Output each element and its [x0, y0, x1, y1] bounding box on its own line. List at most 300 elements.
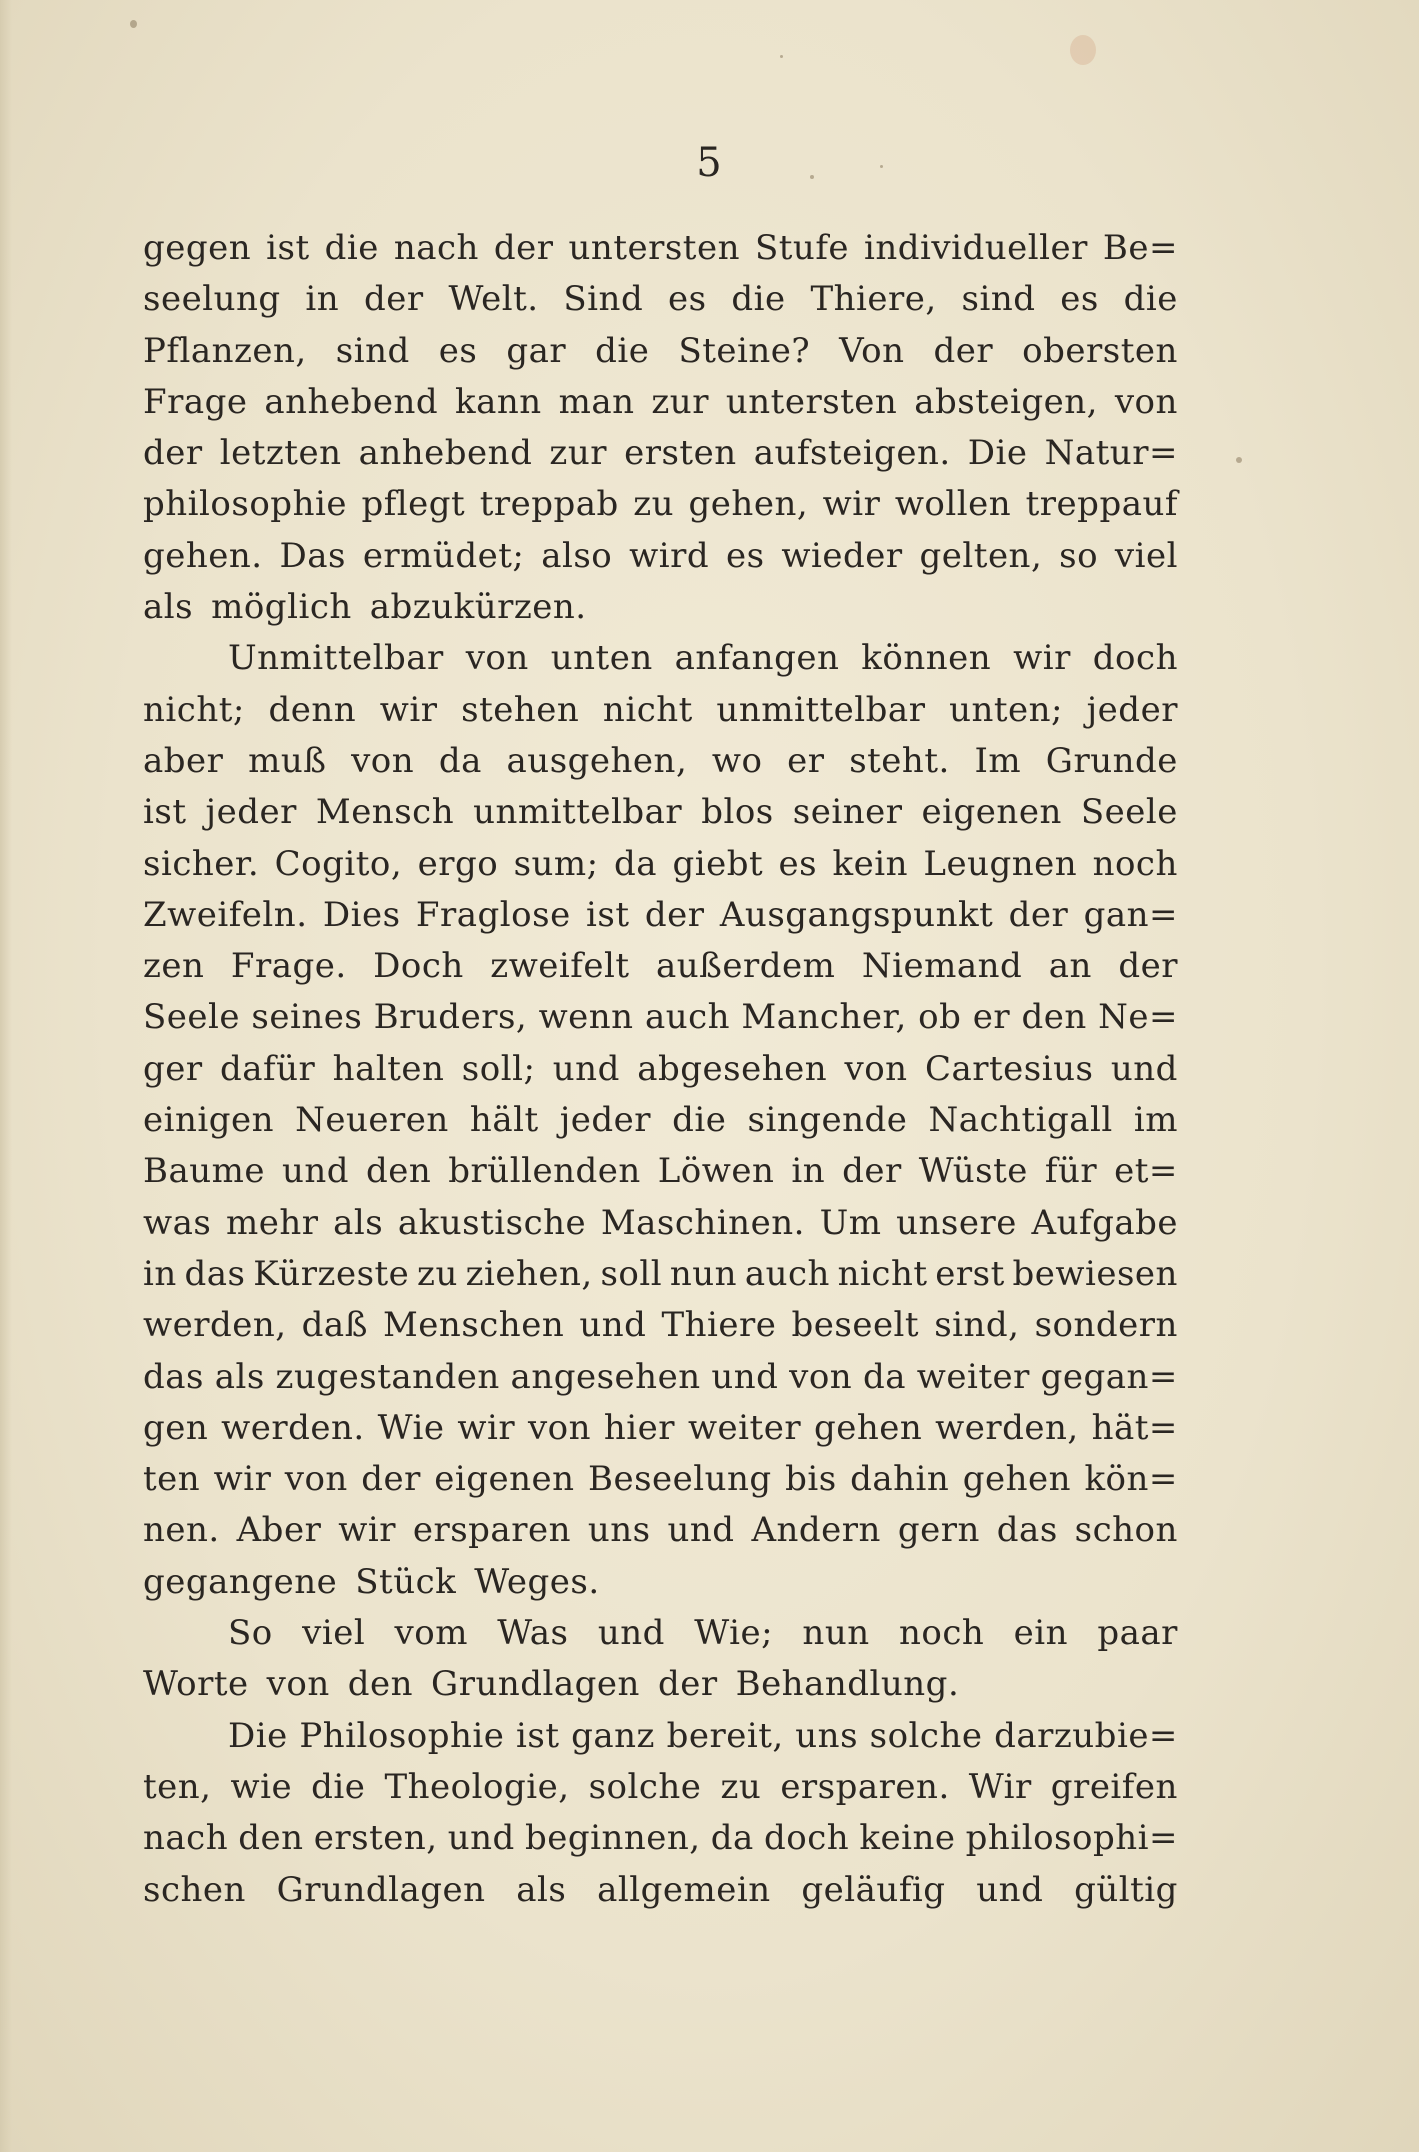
- word: zu: [720, 1766, 762, 1807]
- paper-speck: [1236, 457, 1242, 463]
- word: Theologie,: [384, 1766, 570, 1807]
- word: ergo: [417, 843, 499, 884]
- word: und: [447, 1818, 515, 1859]
- word: viel: [302, 1613, 366, 1654]
- word: zen: [143, 946, 205, 987]
- word: steht.: [849, 740, 950, 781]
- word: doch: [1092, 638, 1178, 679]
- word: zweifelt: [490, 946, 630, 987]
- word: solche: [588, 1766, 702, 1807]
- word: beseelt: [791, 1305, 920, 1346]
- word: die: [1123, 279, 1178, 320]
- word: was: [143, 1202, 212, 1243]
- word: das: [143, 1356, 204, 1397]
- word: möglich: [211, 587, 352, 628]
- word: gehen: [813, 1407, 923, 1448]
- word: der: [143, 433, 203, 474]
- word: vom: [394, 1613, 468, 1654]
- word: er: [972, 997, 1011, 1038]
- text-line: [143, 1049, 1178, 1100]
- word: werden,: [143, 1305, 287, 1346]
- word: gegan=: [1040, 1356, 1178, 1397]
- word: soll: [600, 1253, 663, 1294]
- word: wieder: [781, 535, 903, 576]
- word: ermüdet;: [362, 535, 525, 576]
- word: soll;: [461, 1048, 536, 1089]
- word: den: [366, 1151, 432, 1192]
- text-line: [143, 1716, 1178, 1767]
- word: ausgehen,: [506, 740, 688, 781]
- word: erst: [935, 1253, 1005, 1294]
- word: von: [284, 1459, 348, 1500]
- word: gern: [897, 1510, 980, 1551]
- text-line: [143, 792, 1178, 843]
- word: Niemand: [861, 946, 1023, 987]
- word: uns: [587, 1510, 651, 1551]
- text-line: [143, 1870, 1178, 1921]
- word: jeder: [559, 1100, 652, 1141]
- word: letzten: [219, 433, 342, 474]
- word: nicht: [837, 1253, 928, 1294]
- word: da: [862, 1356, 906, 1397]
- word: wir: [1013, 638, 1071, 679]
- text-line: [143, 1151, 1178, 1202]
- word: greifen: [1050, 1766, 1178, 1807]
- word: an: [1048, 946, 1092, 987]
- word: bewiesen: [1012, 1253, 1178, 1294]
- word: Grunde: [1045, 740, 1178, 781]
- word: Wie: [377, 1407, 445, 1448]
- text-line: [143, 433, 1178, 484]
- text-line: [143, 741, 1178, 792]
- word: bis: [785, 1459, 837, 1500]
- word: man: [558, 381, 635, 422]
- word: unten;: [949, 689, 1064, 730]
- text-line: [143, 1408, 1178, 1459]
- word: sum;: [513, 843, 599, 884]
- word: von: [789, 1356, 853, 1397]
- word: individueller: [864, 228, 1088, 268]
- word: allgemein: [597, 1869, 771, 1910]
- word: den: [1021, 997, 1087, 1038]
- word: wie: [230, 1766, 293, 1807]
- word: untersten: [725, 381, 898, 422]
- word: Kürzeste: [253, 1253, 410, 1294]
- word: abgesehen: [637, 1048, 828, 1089]
- word: viel: [1114, 535, 1178, 576]
- word: wir: [213, 1459, 272, 1500]
- text-line: [143, 895, 1178, 946]
- word: Grundlagen: [431, 1664, 640, 1705]
- text-line: [143, 331, 1178, 382]
- word: wenn: [538, 997, 634, 1038]
- word: auch: [644, 997, 731, 1038]
- word: Unmittelbar: [228, 638, 444, 679]
- word: beginnen,: [524, 1818, 701, 1859]
- word: sind,: [934, 1305, 1020, 1346]
- word: und: [579, 1305, 647, 1346]
- word: hät=: [1091, 1407, 1178, 1448]
- word: und: [552, 1048, 620, 1089]
- word: den: [347, 1664, 414, 1705]
- text-line: [143, 1203, 1178, 1254]
- word: nicht;: [143, 689, 245, 730]
- word: ersten: [624, 433, 737, 474]
- word: es: [438, 330, 478, 371]
- word: ist: [516, 1715, 560, 1756]
- word: ziehen,: [465, 1253, 593, 1294]
- word: Welt.: [448, 279, 539, 320]
- word: Leugnen: [923, 843, 1078, 884]
- word: gan=: [1083, 894, 1178, 935]
- word: Das: [279, 535, 346, 576]
- word: bereit,: [666, 1715, 784, 1756]
- word: kann: [455, 381, 542, 422]
- word: und: [711, 1356, 779, 1397]
- text-line: [143, 844, 1178, 895]
- word: es: [1060, 279, 1099, 320]
- word: Grundlagen: [276, 1869, 486, 1910]
- word: nun: [802, 1613, 870, 1654]
- word: Doch: [373, 946, 464, 987]
- word: es: [668, 279, 707, 320]
- text-line: [143, 382, 1178, 433]
- word: es: [725, 535, 765, 576]
- word: der: [364, 279, 424, 320]
- word: die: [311, 1766, 366, 1807]
- word: zu: [633, 484, 675, 525]
- word: nun: [669, 1253, 738, 1294]
- word: Behandlung.: [735, 1664, 960, 1705]
- word: Aufgabe: [1031, 1202, 1178, 1243]
- word: ist: [586, 894, 630, 935]
- word: wo: [711, 740, 763, 781]
- page-edge-shadow: [0, 0, 12, 2152]
- word: es: [778, 843, 818, 884]
- word: keine: [859, 1818, 956, 1859]
- word: Wir: [968, 1766, 1032, 1807]
- word: ein: [1013, 1613, 1069, 1654]
- word: ger: [143, 1048, 203, 1089]
- word: werden,: [935, 1407, 1079, 1448]
- word: treppauf: [1025, 484, 1178, 525]
- word: Pflanzen,: [143, 330, 307, 371]
- text-line: [143, 1459, 1178, 1510]
- word: der: [933, 330, 994, 371]
- word: Andern: [751, 1510, 881, 1551]
- word: dafür: [220, 1048, 316, 1089]
- word: der: [493, 228, 554, 268]
- word: et=: [1114, 1151, 1178, 1192]
- word: Baume: [143, 1151, 266, 1192]
- word: brüllenden: [448, 1151, 641, 1192]
- word: ersparen: [412, 1510, 571, 1551]
- word: eigenen: [921, 792, 1062, 833]
- text-line: [143, 484, 1178, 535]
- word: Dies: [322, 894, 401, 935]
- word: doch: [764, 1818, 850, 1859]
- word: aber: [143, 740, 224, 781]
- word: zugestanden: [275, 1356, 500, 1397]
- paper-speck: [780, 55, 783, 58]
- word: ganz: [571, 1715, 655, 1756]
- word: von: [1114, 381, 1178, 422]
- word: unsere: [896, 1202, 1017, 1243]
- word: in: [791, 1151, 826, 1192]
- word: anhebend: [358, 433, 533, 474]
- word: kein: [832, 843, 908, 884]
- word: anfangen: [674, 638, 840, 679]
- word: Zweifeln.: [143, 894, 308, 935]
- word: akustische: [397, 1202, 587, 1243]
- text-line: [143, 228, 1178, 279]
- word: aufsteigen.: [753, 433, 951, 474]
- word: Mancher,: [741, 997, 907, 1038]
- word: ist: [266, 228, 310, 268]
- text-line: [143, 1100, 1178, 1151]
- text-line: [143, 587, 1178, 638]
- word: so: [1059, 535, 1099, 576]
- text-line: [143, 1818, 1178, 1869]
- word: und: [281, 1151, 350, 1192]
- word: sind: [335, 330, 410, 371]
- word: nen.: [143, 1510, 220, 1551]
- word: philosophi=: [965, 1818, 1178, 1859]
- word: einigen: [143, 1100, 275, 1141]
- word: Be=: [1102, 228, 1178, 268]
- word: und: [1110, 1048, 1178, 1089]
- word: Philosophie: [299, 1715, 505, 1756]
- word: die: [595, 330, 650, 371]
- word: Was: [497, 1613, 569, 1654]
- word: Mensch: [315, 792, 455, 833]
- text-line: [143, 946, 1178, 997]
- word: da: [710, 1818, 754, 1859]
- word: Seele: [1080, 792, 1178, 833]
- word: nach: [143, 1818, 229, 1859]
- word: Weges.: [474, 1561, 600, 1602]
- word: schon: [1074, 1510, 1178, 1551]
- word: seiner: [792, 792, 903, 833]
- paper-stain: [1070, 35, 1096, 65]
- word: Cartesius: [924, 1048, 1094, 1089]
- word: gegangene: [143, 1561, 338, 1602]
- word: als: [333, 1202, 384, 1243]
- word: seelung: [143, 279, 281, 320]
- word: da: [614, 843, 658, 884]
- word: von: [266, 1664, 330, 1705]
- word: daß: [301, 1305, 368, 1346]
- word: von: [351, 740, 415, 781]
- text-line: [143, 1254, 1178, 1305]
- word: wir: [457, 1407, 516, 1448]
- word: Die: [228, 1715, 288, 1756]
- word: der: [842, 1151, 902, 1192]
- body-text: [143, 228, 1178, 1921]
- word: unmittelbar: [716, 689, 926, 730]
- word: der: [361, 1459, 421, 1500]
- word: weiter: [916, 1356, 1030, 1397]
- word: weiter: [687, 1407, 802, 1448]
- text-line: [143, 638, 1178, 689]
- word: obersten: [1022, 330, 1178, 371]
- word: Beseelung: [587, 1459, 772, 1500]
- word: Fraglose: [415, 894, 571, 935]
- word: der: [644, 894, 705, 935]
- word: wir: [379, 689, 438, 730]
- word: Natur=: [1044, 433, 1178, 474]
- word: Wie;: [694, 1613, 774, 1654]
- word: das: [996, 1510, 1058, 1551]
- word: gehen,: [688, 484, 809, 525]
- word: Sind: [563, 279, 644, 320]
- word: als: [516, 1869, 567, 1910]
- word: darzubie=: [994, 1715, 1178, 1756]
- text-line: [143, 1510, 1178, 1561]
- word: stehen: [461, 689, 580, 730]
- word: Von: [839, 330, 905, 371]
- word: giebt: [672, 843, 764, 884]
- word: eigenen: [434, 1459, 575, 1500]
- word: kön=: [1084, 1459, 1178, 1500]
- word: da: [438, 740, 482, 781]
- text-line: [143, 279, 1178, 330]
- word: zur: [651, 381, 709, 422]
- word: seines: [251, 997, 363, 1038]
- word: gar: [506, 330, 567, 371]
- word: schen: [143, 1869, 246, 1910]
- word: Stufe: [754, 228, 850, 268]
- word: in: [305, 279, 340, 320]
- text-line: [143, 1305, 1178, 1356]
- word: solche: [869, 1715, 983, 1756]
- word: ob: [918, 997, 962, 1038]
- word: als: [214, 1356, 265, 1397]
- word: gehen: [962, 1459, 1072, 1500]
- word: den: [238, 1818, 304, 1859]
- word: geläufig: [801, 1869, 946, 1910]
- word: singende: [747, 1100, 908, 1141]
- word: von: [527, 1407, 592, 1448]
- word: jeder: [1086, 689, 1178, 730]
- word: wird: [629, 535, 710, 576]
- text-line: [143, 1562, 1178, 1613]
- word: Frage.: [230, 946, 347, 987]
- word: mehr: [225, 1202, 319, 1243]
- text-line: [143, 536, 1178, 587]
- page-number: 5: [696, 140, 723, 186]
- word: Um: [819, 1202, 882, 1243]
- word: wollen: [894, 484, 1012, 525]
- word: Nachtigall: [928, 1100, 1113, 1141]
- text-line: [143, 1613, 1178, 1664]
- word: Ne=: [1098, 997, 1178, 1038]
- word: uns: [795, 1715, 859, 1756]
- word: der: [1008, 894, 1069, 935]
- word: denn: [268, 689, 357, 730]
- word: gelten,: [919, 535, 1043, 576]
- word: Steine?: [678, 330, 811, 371]
- word: Thiere,: [810, 279, 937, 320]
- word: dahin: [850, 1459, 950, 1500]
- word: noch: [898, 1613, 985, 1654]
- word: der: [1118, 946, 1178, 987]
- word: Die: [967, 433, 1028, 474]
- word: ersten,: [313, 1818, 438, 1859]
- word: hier: [603, 1407, 676, 1448]
- word: muß: [248, 740, 327, 781]
- word: Neueren: [295, 1100, 449, 1141]
- word: können: [861, 638, 992, 679]
- word: untersten: [568, 228, 740, 268]
- word: von: [465, 638, 529, 679]
- text-line: [143, 1357, 1178, 1408]
- word: er: [787, 740, 825, 781]
- word: gegen: [143, 228, 252, 268]
- word: gültig: [1074, 1869, 1178, 1910]
- text-line: [143, 1664, 1178, 1715]
- word: ist: [143, 792, 187, 833]
- word: philosophie: [143, 484, 347, 525]
- word: Menschen: [382, 1305, 565, 1346]
- word: Stück: [355, 1561, 457, 1602]
- word: ten,: [143, 1766, 212, 1807]
- word: Im: [974, 740, 1022, 781]
- text-line: [143, 1767, 1178, 1818]
- word: also: [541, 535, 613, 576]
- word: unmittelbar: [473, 792, 683, 833]
- word: und: [667, 1510, 735, 1551]
- word: abzukürzen.: [369, 587, 587, 628]
- word: Maschinen.: [600, 1202, 805, 1243]
- word: gen: [143, 1407, 209, 1448]
- word: gehen.: [143, 535, 263, 576]
- word: sicher.: [143, 843, 260, 884]
- word: angesehen: [510, 1356, 701, 1397]
- word: nach: [393, 228, 479, 268]
- word: ersparen.: [780, 1766, 950, 1807]
- word: Frage: [143, 381, 248, 422]
- word: Seele: [143, 997, 241, 1038]
- word: das: [184, 1253, 246, 1294]
- word: wir: [822, 484, 881, 525]
- word: die: [324, 228, 379, 268]
- word: und: [597, 1613, 665, 1654]
- word: die: [672, 1100, 727, 1141]
- word: sondern: [1034, 1305, 1178, 1346]
- word: außerdem: [656, 946, 836, 987]
- word: halten: [332, 1048, 445, 1089]
- word: jeder: [205, 792, 297, 833]
- word: unten: [550, 638, 653, 679]
- word: Worte: [143, 1664, 249, 1705]
- word: anhebend: [264, 381, 439, 422]
- word: Cogito,: [274, 843, 403, 884]
- word: Thiere: [661, 1305, 777, 1346]
- word: noch: [1092, 843, 1178, 884]
- word: und: [976, 1869, 1044, 1910]
- word: von: [844, 1048, 908, 1089]
- word: in: [143, 1253, 177, 1294]
- word: wir: [338, 1510, 396, 1551]
- text-line: [143, 997, 1178, 1048]
- word: Löwen: [657, 1151, 775, 1192]
- word: die: [731, 279, 786, 320]
- word: für: [1044, 1151, 1098, 1192]
- word: So: [228, 1613, 273, 1654]
- word: sind: [961, 279, 1036, 320]
- word: der: [657, 1664, 718, 1705]
